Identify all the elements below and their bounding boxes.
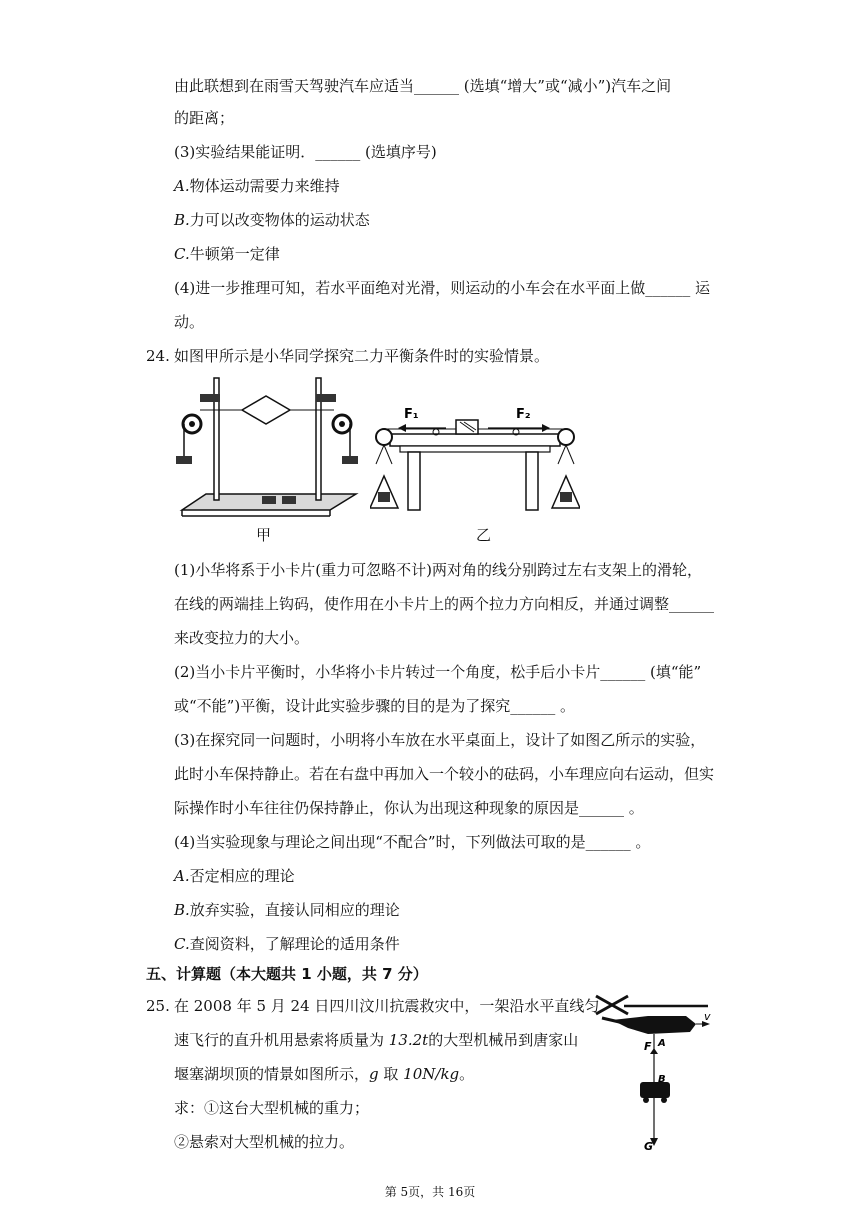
q24-option-a: [174, 866, 295, 886]
option-text: 牛顿第一定律: [189, 245, 280, 263]
q25-line1: 在 2008 年 5 月 24 日四川汶川抗震救灾中，一架沿水平直线匀: [174, 997, 600, 1015]
q25-ask-1: 求：①这台大型机械的重力；: [174, 1099, 370, 1117]
option-letter: A.: [174, 177, 190, 195]
q23-option-c: [174, 244, 280, 264]
force-label-f1: F₁: [404, 407, 419, 422]
option-text: 查阅资料，了解理论的适用条件: [189, 935, 400, 953]
q24-part1-line3: 来改变拉力的大小。: [174, 629, 310, 647]
q24-part4: (4)当实验现象与理论之间出现“不配合”时，下列做法可取的是______ 。: [174, 833, 651, 851]
q24-option-b: [174, 900, 400, 920]
g-value: 10N/kg: [403, 1065, 460, 1083]
figure-jia-card-apparatus: [170, 372, 360, 524]
q23-part3: (3)实验结果能证明．______ (选填序号): [174, 143, 437, 161]
q24-part2-line2: 或“不能”)平衡，设计此实验步骤的目的是为了探究______ 。: [174, 697, 575, 715]
gravity-label-g: G: [644, 1140, 654, 1153]
q24-part1-line1: (1)小华将系于小卡片(重力可忽略不计)两对角的线分别跨过左右支架上的滑轮，: [174, 561, 702, 579]
figure-helicopter: [588, 990, 718, 1155]
option-text: 力可以改变物体的运动状态: [189, 211, 370, 229]
figure-label-jia: 甲: [256, 526, 272, 544]
option-letter: A.: [174, 867, 190, 885]
g-symbol: g: [369, 1065, 379, 1083]
force-label-f2: F₂: [516, 407, 531, 422]
q23-option-b: [174, 210, 370, 230]
option-text: 物体运动需要力来维持: [189, 177, 340, 195]
option-letter: B.: [174, 901, 190, 919]
option-text: 否定相应的理论: [189, 867, 295, 885]
q25-ask-2: ②悬索对大型机械的拉力。: [174, 1133, 355, 1151]
q24-part1-line2: 在线的两端挂上钩码，使作用在小卡片上的两个拉力方向相反，并通过调整______: [174, 595, 715, 613]
section-heading: 五、计算题（本大题共 1 小题，共 7 分）: [146, 965, 428, 983]
mass-value: 13.2t: [388, 1031, 429, 1049]
q25-line3: 堰塞湖坝顶的情景如图所示，g 取 10N/kg。: [174, 1065, 475, 1083]
q23-part4-line2: 动。: [174, 313, 205, 331]
q23-text-line2: 的距离；: [174, 109, 235, 127]
option-letter: B.: [174, 211, 190, 229]
point-label-a: A: [658, 1038, 666, 1049]
q24-part2-line1: (2)当小卡片平衡时，小华将小卡片转过一个角度，松手后小卡片______ (填“能”: [174, 663, 702, 681]
question-number: 25.: [146, 997, 170, 1015]
q24-part3-line1: (3)在探究同一问题时，小明将小车放在水平桌面上，设计了如图乙所示的实验，: [174, 731, 706, 749]
q25-line2: 速飞行的直升机用悬索将质量为 13.2t的大型机械吊到唐家山: [174, 1031, 579, 1049]
option-letter: C.: [174, 935, 190, 953]
option-letter: C.: [174, 245, 190, 263]
q23-option-a: [174, 176, 340, 196]
velocity-label: v: [704, 1010, 711, 1023]
q24-option-c: [174, 934, 400, 954]
question-number: 24.: [146, 347, 170, 365]
page-footer: 第 5页，共 16页: [384, 1185, 476, 1199]
q24-stem: 如图甲所示是小华同学探究二力平衡条件时的实验情景。: [174, 347, 550, 365]
figure-yi-cart-on-table: [370, 404, 580, 520]
force-label-f: F: [644, 1040, 652, 1053]
option-text: 放弃实验，直接认同相应的理论: [189, 901, 400, 919]
figure-label-yi: 乙: [476, 526, 492, 544]
point-label-b: B: [658, 1074, 666, 1085]
q23-part4-line1: (4)进一步推理可知，若水平面绝对光滑，则运动的小车会在水平面上做______ 运: [174, 279, 711, 297]
q24-part3-line3: 际操作时小车往往仍保持静止，你认为出现这种现象的原因是______ 。: [174, 799, 644, 817]
q23-text-line1: 由此联想到在雨雪天驾驶汽车应适当______ (选填“增大”或“减小”)汽车之间: [174, 77, 672, 95]
q24-part3-line2: 此时小车保持静止。若在右盘中再加入一个较小的砝码，小车理应向右运动，但实: [174, 765, 715, 783]
